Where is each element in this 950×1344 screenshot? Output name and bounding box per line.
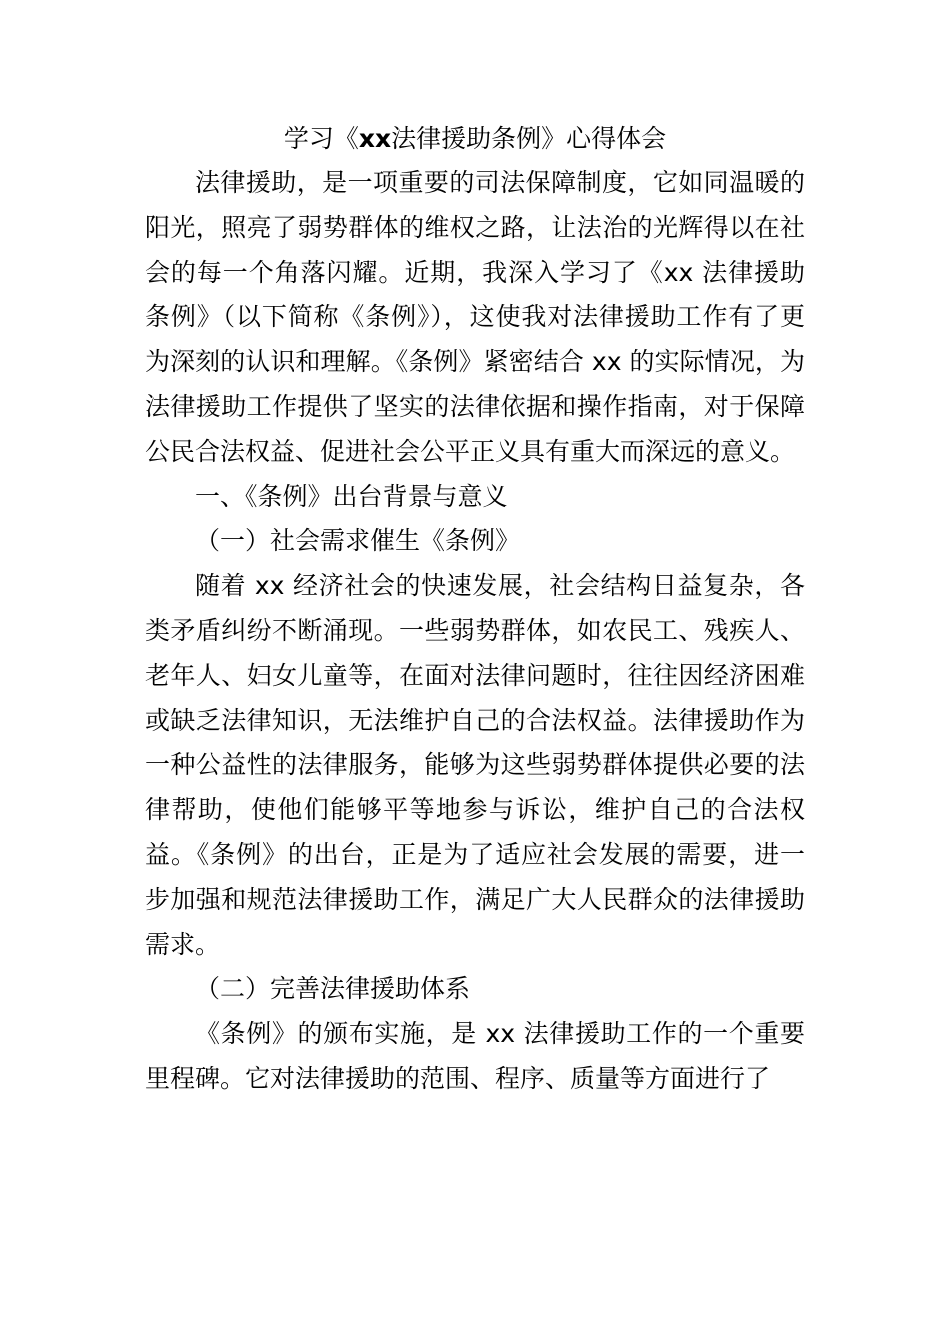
subsection-heading-2: （二）完善法律援助体系 bbox=[195, 974, 471, 1004]
document-title bbox=[145, 117, 805, 161]
body-paragraph-2: 《条例》的颁布实施，是 xx 法律援助工作的一个重要里程碑。它对法律援助的范围、程序、质量等方面进行了 bbox=[145, 1019, 805, 1093]
intro-paragraph: 法律援助，是一项重要的司法保障制度，它如同温暖的阳光，照亮了弱势群体的维权之路，让法治的光辉得以在社会的每一个角落闪耀。近期，我深入学习了《xx 法律援助条例》（以下简称《条例》），这使我对法律援助工作有了更为深刻的认识和理解。《条例》紧密结合 xx 的实际情况，为法律援助工作提供了坚实的法律依据和操作指南，对于保障公民合法权益、促进社会公平正义具有重大而深远的意义。 bbox=[145, 168, 805, 466]
title-suffix: 法律援助条例》心得体会 bbox=[391, 124, 667, 153]
title-prefix: 学习《 bbox=[283, 124, 359, 153]
document-body bbox=[145, 117, 805, 1102]
title-bold: xx bbox=[358, 124, 392, 153]
subsection-heading-1: （一）社会需求催生《条例》 bbox=[195, 526, 521, 556]
section-heading-1: 一、《条例》出台背景与意义 bbox=[195, 481, 508, 511]
body-paragraph-1: 随着 xx 经济社会的快速发展，社会结构日益复杂，各类矛盾纠纷不断涌现。一些弱势群体，如农民工、残疾人、老年人、妇女儿童等，在面对法律问题时，往往因经济困难或缺乏法律知识，无法维护自己的合法权益。法律援助作为一种公益性的法律服务，能够为这些弱势群体提供必要的法律帮助，使他们能够平等地参与诉讼，维护自己的合法权益。《条例》的出台，正是为了适应社会发展的需要，进一步加强和规范法律援助工作，满足广大人民群众的法律援助需求。 bbox=[145, 571, 805, 959]
